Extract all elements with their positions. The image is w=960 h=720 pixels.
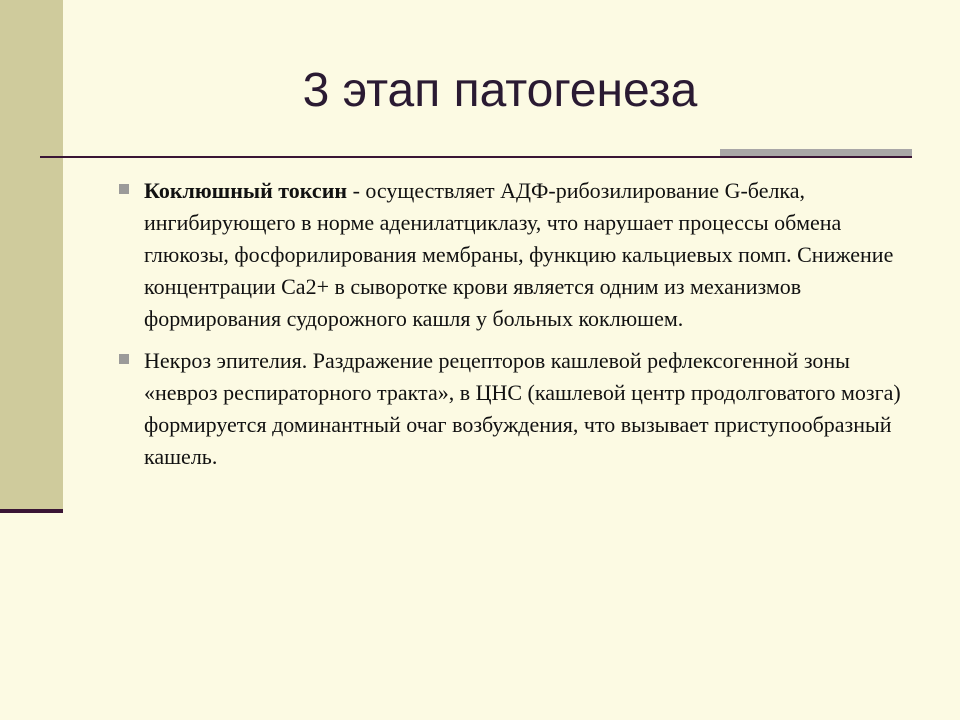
bullet-item-epithelial-necrosis — [128, 345, 908, 473]
title-divider — [40, 156, 912, 158]
slide-title: 3 этап патогенеза — [302, 64, 698, 117]
bullet-item-pertussis-toxin — [128, 175, 908, 335]
bullet-list — [128, 175, 908, 483]
title-accent-bar — [720, 149, 912, 156]
square-bullet-icon — [119, 354, 129, 364]
bullet-text: Некроз эпителия. Раздражение рецепторов кашлевой рефлексогенной зоны «невроз респираторного тракта», в ЦНС (кашлевой центр продолговатого мозга) формируется доминантный очаг возбуждения, что вызывает приступообразный кашель. — [144, 348, 901, 469]
bullet-text: - осуществляет АДФ-рибозилирование G-белка, ингибирующего в норме аденилатциклазу, что нарушает процессы обмена глюкозы, фосфорилирования мембраны, функцию кальциевых помп. Снижение концентрации Са2+ в сыворотке крови является одним из механизмов формирования судорожного кашля у больных коклюшем. — [144, 178, 894, 331]
square-bullet-icon — [119, 184, 129, 194]
side-decoration-band — [0, 0, 63, 510]
side-decoration-line — [0, 509, 63, 513]
bullet-term: Коклюшный токсин — [144, 178, 348, 203]
